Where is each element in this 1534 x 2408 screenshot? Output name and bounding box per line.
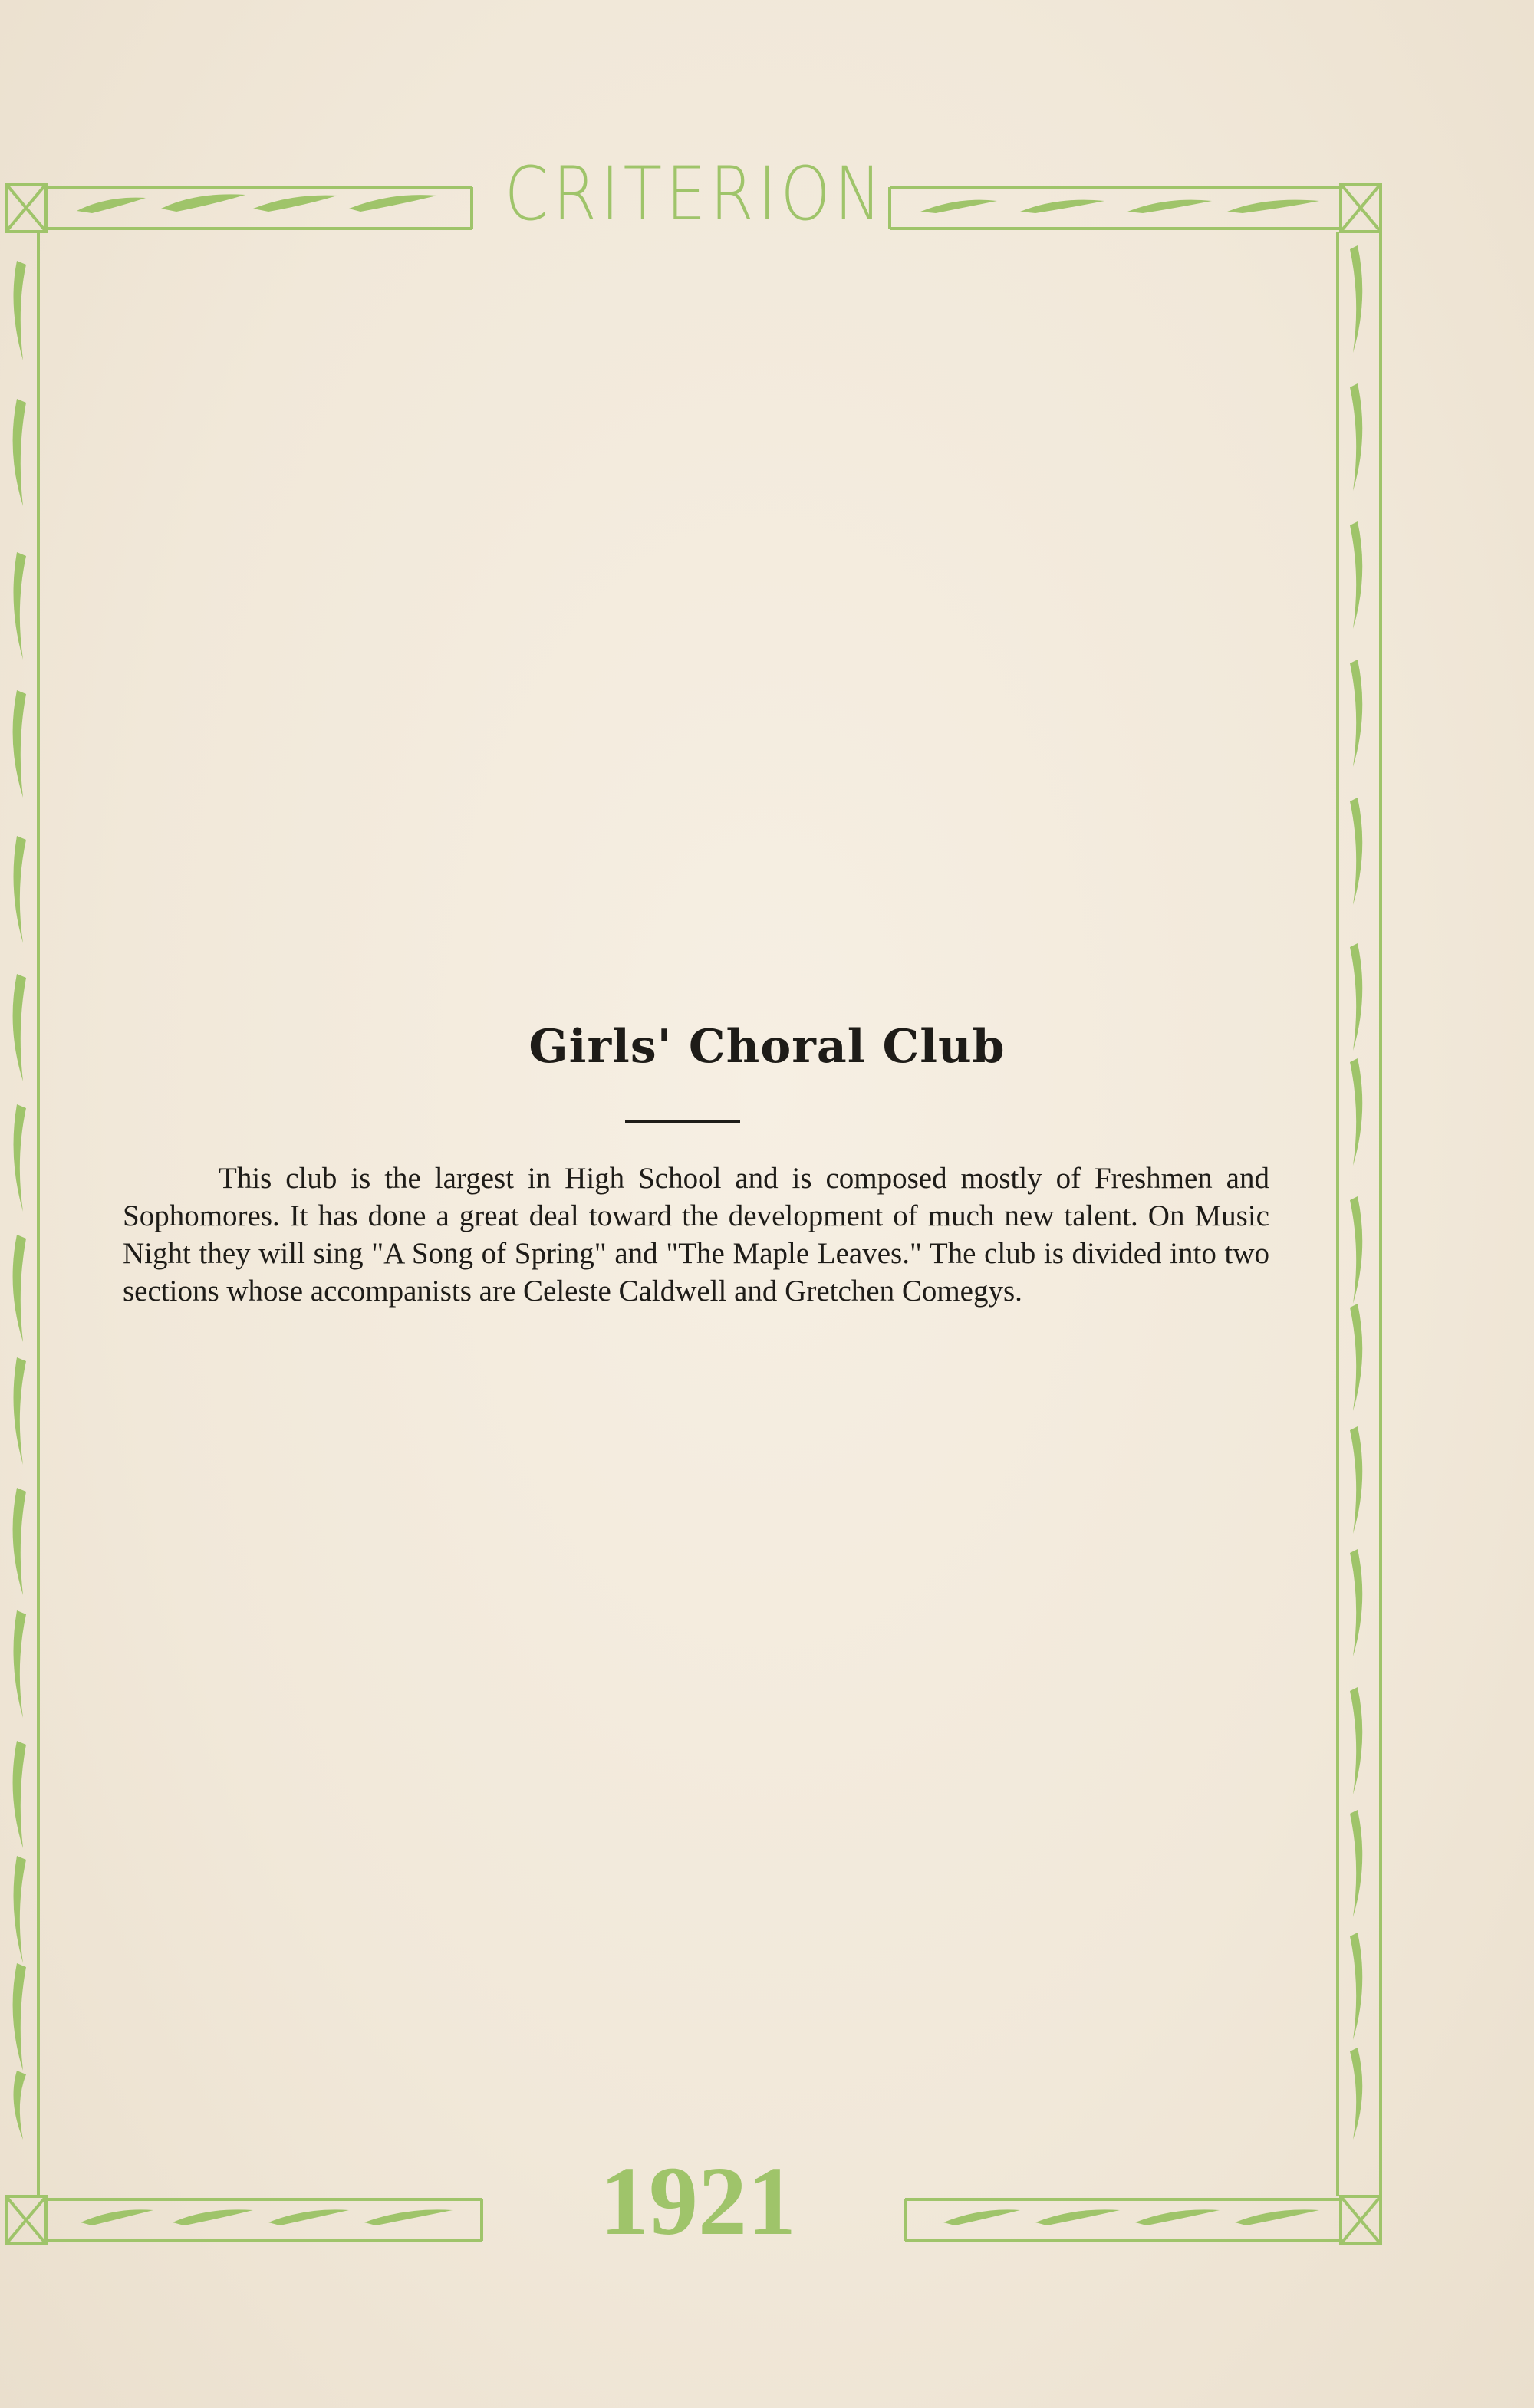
- masthead-title: CRITERION: [504, 151, 886, 237]
- article-body: This club is the largest in High School and is composed mostly of Freshmen and Sophomores. It has done a great deal toward the development of much new talent. On Music Night they will sing "A Song of Spring" and "The Maple Leaves." The club is divided into two sections whose accompanists are Celeste Caldwell and Gretchen Comegys.: [123, 1162, 1269, 1308]
- heading-divider: [625, 1120, 740, 1123]
- article-heading: Girls' Choral Club: [528, 1020, 1006, 1074]
- footer-year: 1921: [600, 2146, 796, 2255]
